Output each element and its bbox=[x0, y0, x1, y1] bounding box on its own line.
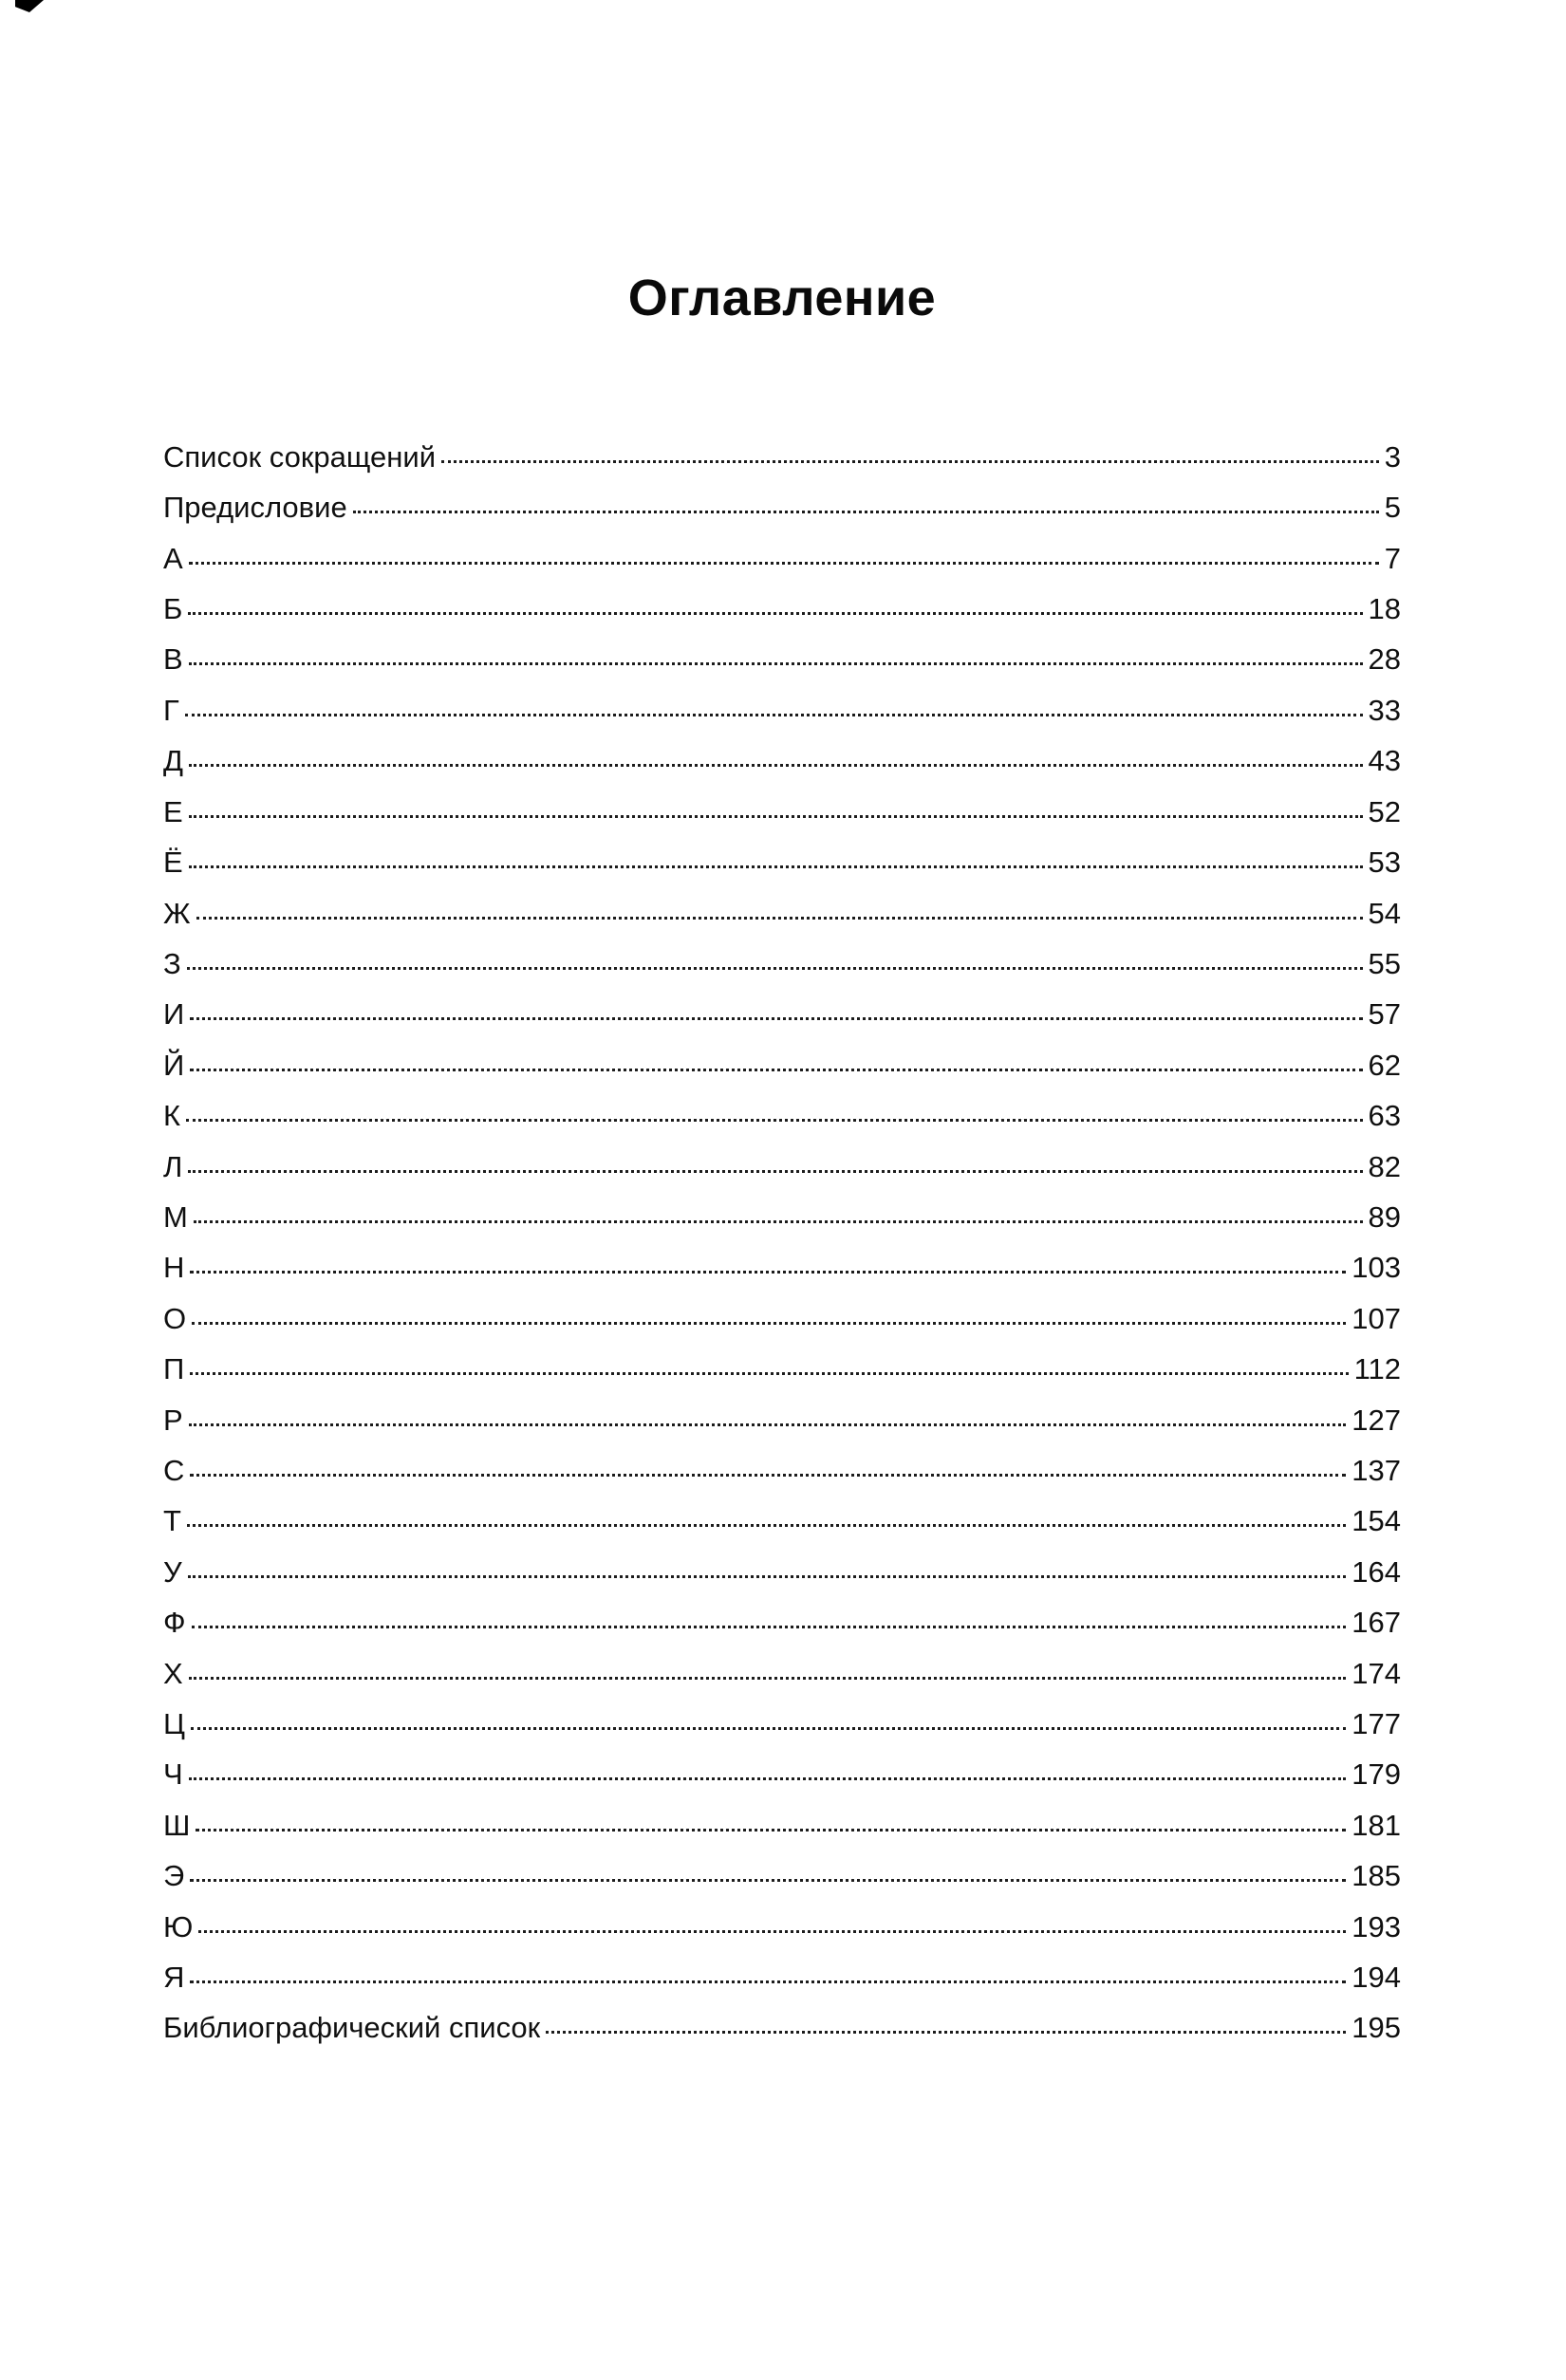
toc-entry-page: 62 bbox=[1368, 1048, 1401, 1082]
dot-leader bbox=[192, 1322, 1346, 1325]
toc-entry bbox=[163, 584, 1401, 634]
toc-entry-page: 127 bbox=[1352, 1403, 1401, 1437]
toc-entry bbox=[163, 1800, 1401, 1850]
toc-entry bbox=[163, 1699, 1401, 1749]
toc-entry-page: 28 bbox=[1368, 642, 1401, 677]
toc-entry bbox=[163, 1749, 1401, 1799]
dot-leader bbox=[190, 1980, 1346, 1983]
toc-entry-page: 52 bbox=[1368, 794, 1401, 828]
toc-entry-label: Й bbox=[163, 1048, 185, 1082]
toc-entry bbox=[163, 1293, 1401, 1344]
dot-leader bbox=[190, 1879, 1346, 1882]
toc-entry-page: 181 bbox=[1352, 1808, 1401, 1842]
dot-leader bbox=[190, 1271, 1346, 1274]
toc-entry bbox=[163, 533, 1401, 584]
toc-entry-label: М bbox=[163, 1199, 188, 1234]
toc-entry-page: 154 bbox=[1352, 1504, 1401, 1538]
dot-leader bbox=[189, 865, 1363, 868]
dot-leader bbox=[189, 1677, 1347, 1680]
toc-entry bbox=[163, 888, 1401, 939]
toc-entry bbox=[163, 939, 1401, 989]
toc-entry-label: Т bbox=[163, 1504, 181, 1538]
dot-leader bbox=[189, 662, 1363, 665]
dot-leader bbox=[196, 1829, 1346, 1831]
dot-leader bbox=[189, 764, 1363, 767]
toc-entry-page: 185 bbox=[1352, 1859, 1401, 1893]
dot-leader bbox=[198, 1930, 1346, 1933]
toc-entry bbox=[163, 1445, 1401, 1496]
toc-entry bbox=[163, 1395, 1401, 1445]
toc-entry-label: Н bbox=[163, 1251, 185, 1285]
toc-entry bbox=[163, 1040, 1401, 1090]
dot-leader bbox=[190, 1017, 1362, 1020]
toc-entry-label: Г bbox=[163, 693, 179, 727]
dot-leader bbox=[190, 1069, 1362, 1071]
toc-entry bbox=[163, 735, 1401, 786]
toc-entry-label: У bbox=[163, 1554, 182, 1589]
toc-entry-page: 63 bbox=[1368, 1099, 1401, 1133]
dot-leader bbox=[185, 714, 1363, 716]
toc-entry-page: 43 bbox=[1368, 744, 1401, 778]
toc-entry-page: 195 bbox=[1352, 2011, 1401, 2045]
dot-leader bbox=[190, 1372, 1348, 1375]
toc-entry bbox=[163, 1952, 1401, 2002]
dot-leader bbox=[196, 917, 1363, 920]
toc-entry-label: О bbox=[163, 1301, 187, 1335]
toc-entry bbox=[163, 1496, 1401, 1546]
toc-entry bbox=[163, 837, 1401, 887]
toc-entry-label: Ё bbox=[163, 846, 183, 880]
toc-entry-label: Предисловие bbox=[163, 491, 347, 525]
toc-entry-page: 5 bbox=[1384, 491, 1401, 525]
dot-leader bbox=[189, 1423, 1347, 1426]
toc-entry bbox=[163, 1142, 1401, 1192]
toc-entry-page: 57 bbox=[1368, 997, 1401, 1032]
toc-entry-label: С bbox=[163, 1453, 185, 1487]
toc-entry-page: 103 bbox=[1352, 1251, 1401, 1285]
dot-leader bbox=[188, 1575, 1347, 1578]
dot-leader bbox=[188, 612, 1362, 615]
toc-entry bbox=[163, 1597, 1401, 1647]
toc-entry-page: 3 bbox=[1384, 439, 1401, 474]
toc-entry-label: З bbox=[163, 946, 181, 980]
toc-entry-label: Ж bbox=[163, 896, 191, 930]
toc-entry bbox=[163, 1192, 1401, 1242]
toc-entry-page: 179 bbox=[1352, 1757, 1401, 1792]
dot-leader bbox=[441, 460, 1379, 463]
toc-entry-page: 164 bbox=[1352, 1554, 1401, 1589]
toc-entry-label: П bbox=[163, 1352, 185, 1386]
toc-entry-page: 54 bbox=[1368, 896, 1401, 930]
toc-entry-page: 82 bbox=[1368, 1149, 1401, 1183]
toc-entry-page: 107 bbox=[1352, 1301, 1401, 1335]
dot-leader bbox=[353, 511, 1379, 513]
toc-entry-label: А bbox=[163, 541, 183, 575]
toc-entry-label: К bbox=[163, 1099, 181, 1133]
toc-entry-page: 137 bbox=[1352, 1453, 1401, 1487]
toc-entry-label: Э bbox=[163, 1859, 185, 1893]
toc-entry-label: Библиографический список bbox=[163, 2011, 541, 2045]
toc-entry-label: И bbox=[163, 997, 185, 1032]
dot-leader bbox=[189, 562, 1379, 565]
toc-entry-page: 18 bbox=[1368, 592, 1401, 626]
toc-entry-page: 89 bbox=[1368, 1199, 1401, 1234]
toc-entry bbox=[163, 989, 1401, 1039]
toc-entry-label: Л bbox=[163, 1149, 183, 1183]
toc-entry-page: 177 bbox=[1352, 1707, 1401, 1741]
toc-entry-page: 55 bbox=[1368, 946, 1401, 980]
toc-entry bbox=[163, 1648, 1401, 1699]
toc-entry-page: 7 bbox=[1384, 541, 1401, 575]
toc-entry bbox=[163, 1090, 1401, 1141]
toc-entry-label: Ч bbox=[163, 1757, 183, 1792]
toc-entry-page: 33 bbox=[1368, 693, 1401, 727]
toc-entry-page: 174 bbox=[1352, 1656, 1401, 1690]
toc-entry bbox=[163, 787, 1401, 837]
dot-leader bbox=[187, 1524, 1346, 1527]
dot-leader bbox=[192, 1626, 1347, 1628]
toc-entry-label: Я bbox=[163, 1961, 185, 1995]
toc-entry bbox=[163, 1547, 1401, 1597]
toc-entry-page: 112 bbox=[1353, 1352, 1401, 1386]
toc-entry-label: Ц bbox=[163, 1707, 185, 1741]
toc-entry-label: Х bbox=[163, 1656, 183, 1690]
toc-entry-label: Е bbox=[163, 794, 183, 828]
toc-entry bbox=[163, 432, 1401, 482]
toc-entry bbox=[163, 482, 1401, 532]
dot-leader bbox=[546, 2031, 1346, 2034]
toc-entry bbox=[163, 2002, 1401, 2053]
toc-entry bbox=[163, 1850, 1401, 1901]
toc-entry-label: Список сокращений bbox=[163, 439, 437, 474]
toc-entry-page: 193 bbox=[1352, 1909, 1401, 1943]
page-title: Оглавление bbox=[627, 270, 937, 327]
dot-leader bbox=[187, 967, 1363, 970]
toc-entry bbox=[163, 1902, 1401, 1952]
toc-entry-page: 53 bbox=[1368, 846, 1401, 880]
toc-entry-page: 167 bbox=[1352, 1606, 1401, 1640]
dot-leader bbox=[191, 1727, 1346, 1730]
toc-entry-label: Б bbox=[163, 592, 183, 626]
dot-leader bbox=[189, 815, 1363, 818]
toc-entry bbox=[163, 1344, 1401, 1394]
toc-entry-label: Ю bbox=[163, 1909, 194, 1943]
dot-leader bbox=[194, 1220, 1363, 1223]
dot-leader bbox=[190, 1474, 1346, 1477]
toc-entry-page: 194 bbox=[1352, 1961, 1401, 1995]
toc-entry-label: Р bbox=[163, 1403, 183, 1437]
dot-leader bbox=[189, 1777, 1347, 1780]
toc-entry-label: Ш bbox=[163, 1808, 191, 1842]
toc-entry-label: Д bbox=[163, 744, 183, 778]
dot-leader bbox=[186, 1119, 1362, 1122]
toc-entry bbox=[163, 634, 1401, 684]
toc-entry-label: Ф bbox=[163, 1606, 186, 1640]
toc-list bbox=[163, 432, 1401, 2054]
toc-entry-label: В bbox=[163, 642, 183, 677]
toc-entry bbox=[163, 1242, 1401, 1292]
toc-entry bbox=[163, 685, 1401, 735]
dot-leader bbox=[188, 1170, 1362, 1173]
